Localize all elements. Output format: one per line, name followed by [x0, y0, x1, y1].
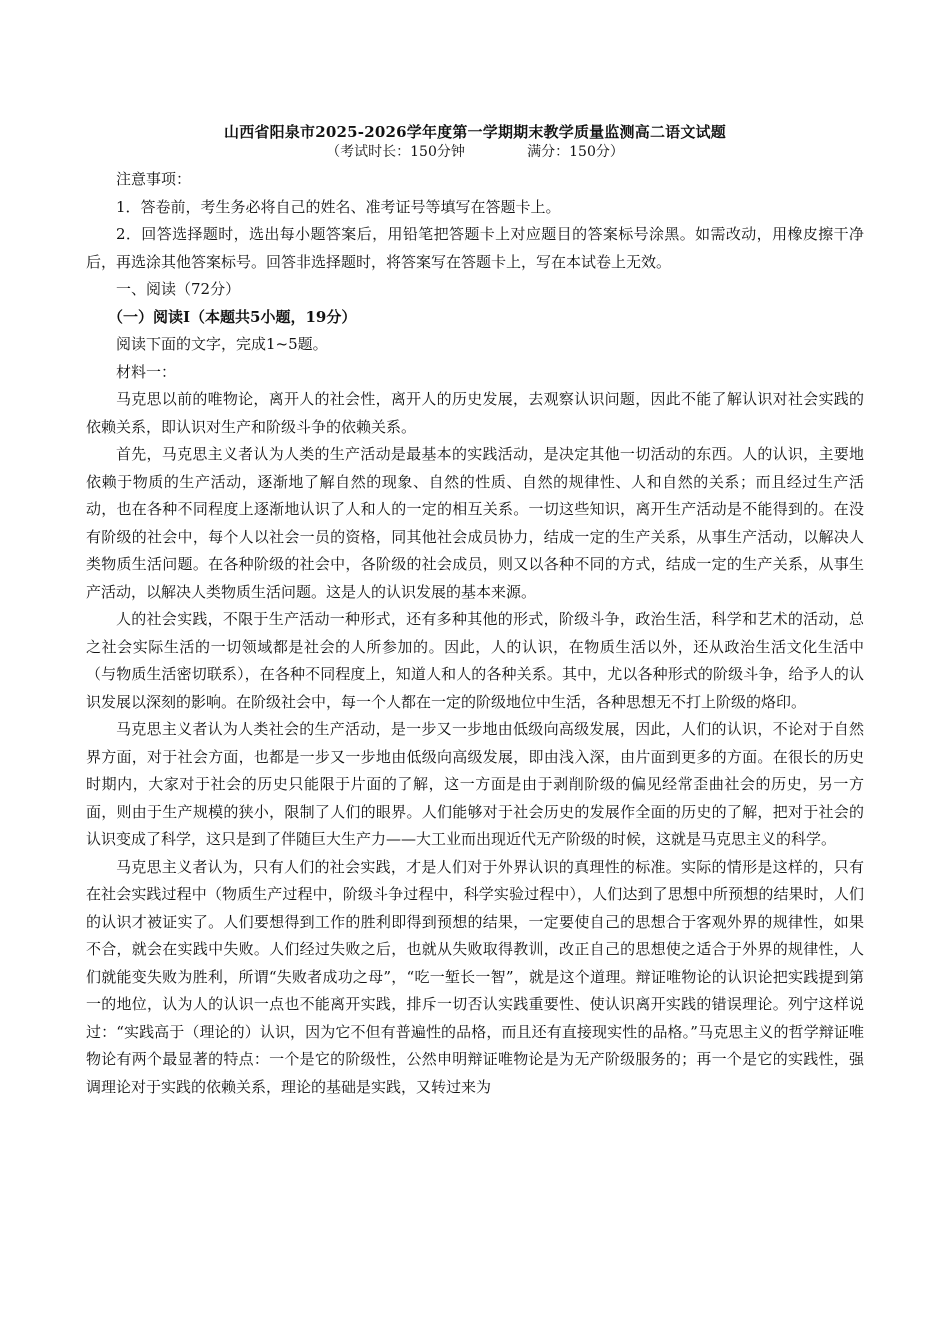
notice-item-2: 2．回答选择题时，选出每小题答案后，用铅笔把答题卡上对应题目的答案标号涂黑。如需改动，用橡皮擦干净后，再选涂其他答案标号。回答非选择题时，将答案写在答题卡上，写在本试卷上无效。 — [86, 225, 864, 271]
part-heading: 一、阅读（72分） — [116, 280, 241, 298]
exam-page — [86, 122, 864, 1101]
sub-heading: （一）阅读Ⅰ（本题共5小题，19分） — [108, 307, 357, 326]
instruction: 阅读下面的文字，完成1~5题。 — [116, 335, 328, 353]
notice-heading: 注意事项： — [116, 170, 192, 188]
exam-title: 山西省阳泉市2025-2026学年度第一学期期末教学质量监测高二语文试题 — [224, 123, 726, 141]
notice-item-1: 1．答卷前，考生务必将自己的姓名、准考证号等填写在答题卡上。 — [116, 197, 561, 216]
material-label: 材料一： — [116, 362, 177, 381]
paragraph: 人的社会实践，不限于生产活动一种形式，还有多种其他的形式，阶级斗争，政治生活，科学和艺术的活动，总之社会实际生活的一切领域都是社会的人所参加的。因此，人的认识，在物质生活以外，还从政治生活文化生活中（与物质生活密切联系），在各种不同程度上，知道人和人的各种关系。其中，尤以各种形式的阶级斗争，给予人的认识发展以深刻的影响。在阶级社会中，每一个人都在一定的阶级地位中生活，各种思想无不打上阶级的烙印。 — [86, 610, 864, 711]
paragraph: 马克思以前的唯物论，离开人的社会性，离开人的历史发展，去观察认识问题，因此不能了解认识对社会实践的依赖关系，即认识对生产和阶级斗争的依赖关系。 — [86, 390, 864, 436]
exam-subtitle: （考试时长：150分钟 满分：150分） — [326, 144, 624, 160]
paragraph: 马克思主义者认为人类社会的生产活动，是一步又一步地由低级向高级发展，因此，人们的认识，不论对于自然界方面，对于社会方面，也都是一步又一步地由低级向高级发展，即由浅入深，由片面到更多的方面。在很长的历史时期内，大家对于社会的历史只能限于片面的了解，这一方面是由于剥削阶级的偏见经常歪曲社会的历史，另一方面，则由于生产规模的狭小，限制了人们的眼界。人们能够对于社会历史的发展作全面的历史的了解，把对于社会的认识变成了科学，这只是到了伴随巨大生产力——大工业而出现近代无产阶级的时候，这就是马克思主义的科学。 — [86, 720, 864, 848]
paragraph: 首先，马克思主义者认为人类的生产活动是最基本的实践活动，是决定其他一切活动的东西。人的认识，主要地依赖于物质的生产活动，逐渐地了解自然的现象、自然的性质、自然的规律性、人和自然的关系；而且经过生产活动，也在各种不同程度上逐渐地认识了人和人的一定的相互关系。一切这些知识，离开生产活动是不能得到的。在没有阶级的社会中，每个人以社会一员的资格，同其他社会成员协力，结成一定的生产关系，从事生产活动，以解决人类物质生活问题。在各种阶级的社会中，各阶级的社会成员，则又以各种不同的方式，结成一定的生产关系，从事生产活动，以解决人类物质生活问题。这是人的认识发展的基本来源。 — [86, 445, 864, 601]
paragraph: 马克思主义者认为，只有人们的社会实践，才是人们对于外界认识的真理性的标准。实际的情形是这样的，只有在社会实践过程中（物质生产过程中，阶级斗争过程中，科学实验过程中），人们达到了思想中所预想的结果时，人们的认识才被证实了。人们要想得到工作的胜利即得到预想的结果，一定要使自己的思想合于客观外界的规律性，如果不合，就会在实践中失败。人们经过失败之后，也就从失败取得教训，改正自己的思想使之适合于外界的规律性，人们就能变失败为胜利，所谓“失败者成功之母”，“吃一堑长一智”，就是这个道理。辩证唯物论的认识论把实践提到第一的地位，认为人的认识一点也不能离开实践，排斥一切否认实践重要性、使认识离开实践的错误理论。列宁这样说过：“实践高于（理论的）认识，因为它不但有普遍性的品格，而且还有直接现实性的品格。”马克思主义的哲学辩证唯物论有两个最显著的特点：一个是它的阶级性，公然申明辩证唯物论是为无产阶级服务的；再一个是它的实践性，强调理论对于实践的依赖关系，理论的基础是实践，又转过来为 — [86, 857, 864, 1096]
